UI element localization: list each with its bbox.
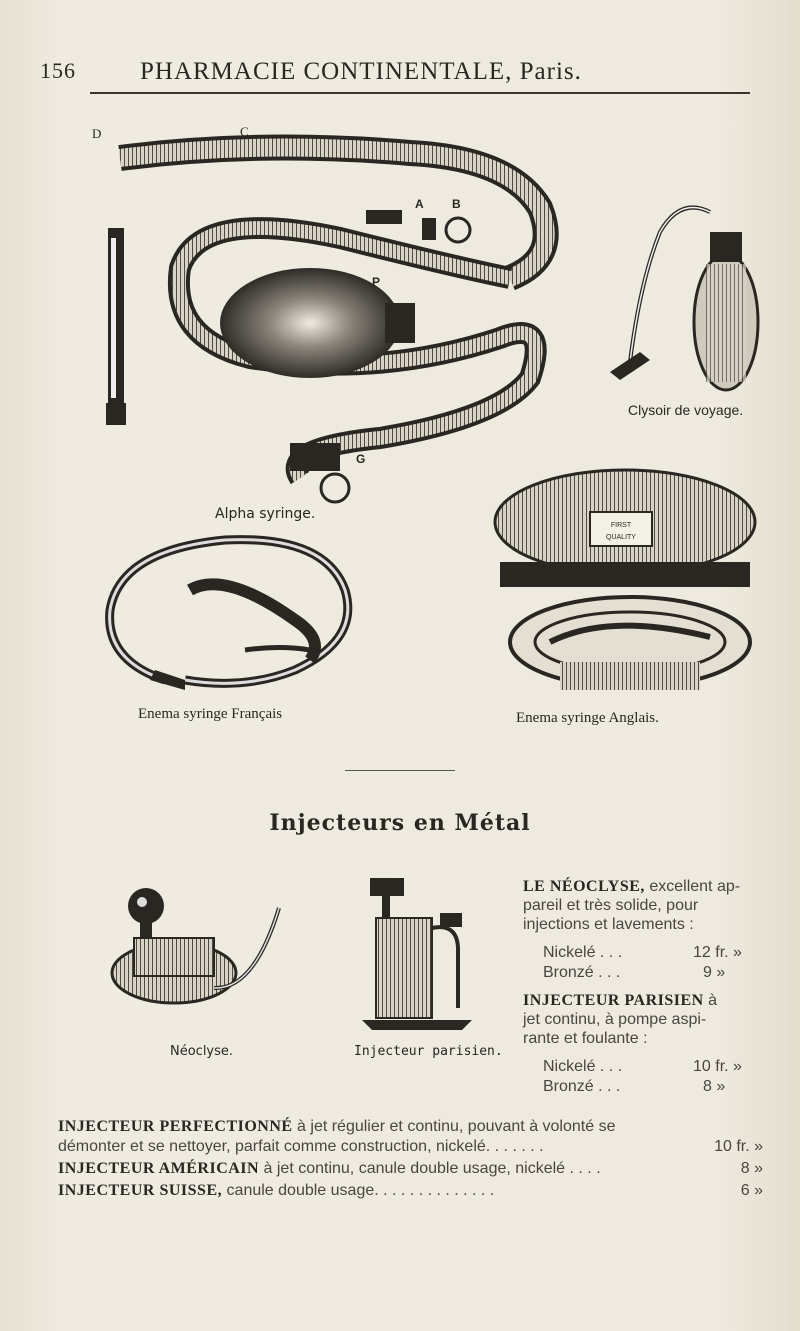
- caption-neoclyse: Néoclyse.: [170, 1044, 234, 1059]
- label-g: G: [356, 452, 366, 466]
- price-label: Bronzé . . .: [543, 964, 621, 981]
- label-b: B: [452, 197, 461, 211]
- price-value: 9 »: [703, 964, 726, 981]
- box-label-quality: QUALITY: [606, 534, 636, 541]
- item-text: canule double usage. . . . . . . . . . . . . .: [222, 1182, 495, 1199]
- item-text: à jet régulier et continu, pouvant à volonté se: [292, 1118, 616, 1135]
- caption-alpha-syringe: Alpha syringe.: [215, 506, 316, 522]
- item-suisse: [58, 1182, 763, 1200]
- item-text: à jet continu, canule double usage, nickelé . . . .: [259, 1160, 601, 1177]
- caption-enema-francais: Enema syringe Français: [138, 706, 283, 722]
- clysoir-illustration: [610, 192, 770, 402]
- label-p: P: [372, 275, 381, 289]
- item-price: 8 »: [740, 1160, 763, 1177]
- enema-anglais-illustration: [490, 462, 765, 697]
- parisien-line2: jet continu, à pompe aspi-: [523, 1011, 707, 1028]
- label-c: C: [240, 124, 249, 139]
- price-label: Nickelé . . .: [543, 944, 623, 961]
- item-perfectionne-cont: [58, 1138, 763, 1156]
- neoclyse-line1: excellent ap-: [644, 878, 741, 895]
- running-title: PHARMACIE CONTINENTALE, Paris.: [140, 58, 582, 85]
- item-price: 6 »: [740, 1182, 763, 1199]
- neoclyse-line2: pareil et très solide, pour: [523, 897, 699, 914]
- parisien-illustration: [362, 868, 472, 1033]
- neoclyse-illustration: [104, 878, 289, 1028]
- item-name: INJECTEUR SUISSE,: [58, 1182, 223, 1199]
- caption-clysoir: Clysoir de voyage.: [628, 402, 744, 418]
- parisien-line1: à: [703, 992, 718, 1009]
- neoclyse-name: LE NÉOCLYSE,: [523, 878, 645, 895]
- parisien-line3: rante et foulante :: [523, 1030, 648, 1047]
- item-name: INJECTEUR PERFECTIONNÉ: [58, 1118, 293, 1135]
- section-title: Injecteurs en Métal: [269, 810, 531, 836]
- parisien-description: [523, 991, 773, 1048]
- item-americain: [58, 1160, 763, 1178]
- price-label: Nickelé . . .: [543, 1058, 623, 1075]
- box-label-first: FIRST: [610, 522, 632, 529]
- label-d: D: [92, 126, 102, 141]
- caption-parisien: Injecteur parisien.: [354, 1044, 503, 1059]
- item-price: 10 fr. »: [714, 1138, 763, 1155]
- header-rule: [90, 92, 750, 94]
- price-label: Bronzé . . .: [543, 1078, 621, 1095]
- price-value: 12 fr. »: [693, 944, 742, 961]
- neoclyse-description: [523, 877, 773, 934]
- item-name: INJECTEUR AMÉRICAIN: [58, 1160, 260, 1177]
- price-value: 10 fr. »: [693, 1058, 742, 1075]
- caption-enema-anglais: Enema syringe Anglais.: [516, 710, 659, 726]
- item-perfectionne: [58, 1118, 763, 1136]
- page-number: 156: [40, 58, 76, 83]
- parisien-name: INJECTEUR PARISIEN: [523, 992, 704, 1009]
- enema-francais-illustration: [95, 530, 365, 705]
- price-value: 8 »: [703, 1078, 726, 1095]
- neoclyse-line3: injections et lavements :: [523, 916, 694, 933]
- section-divider: [345, 770, 455, 771]
- item-text: démonter et se nettoyer, parfait comme construction, nickelé. . . . . . .: [58, 1138, 544, 1155]
- label-a: A: [415, 197, 424, 211]
